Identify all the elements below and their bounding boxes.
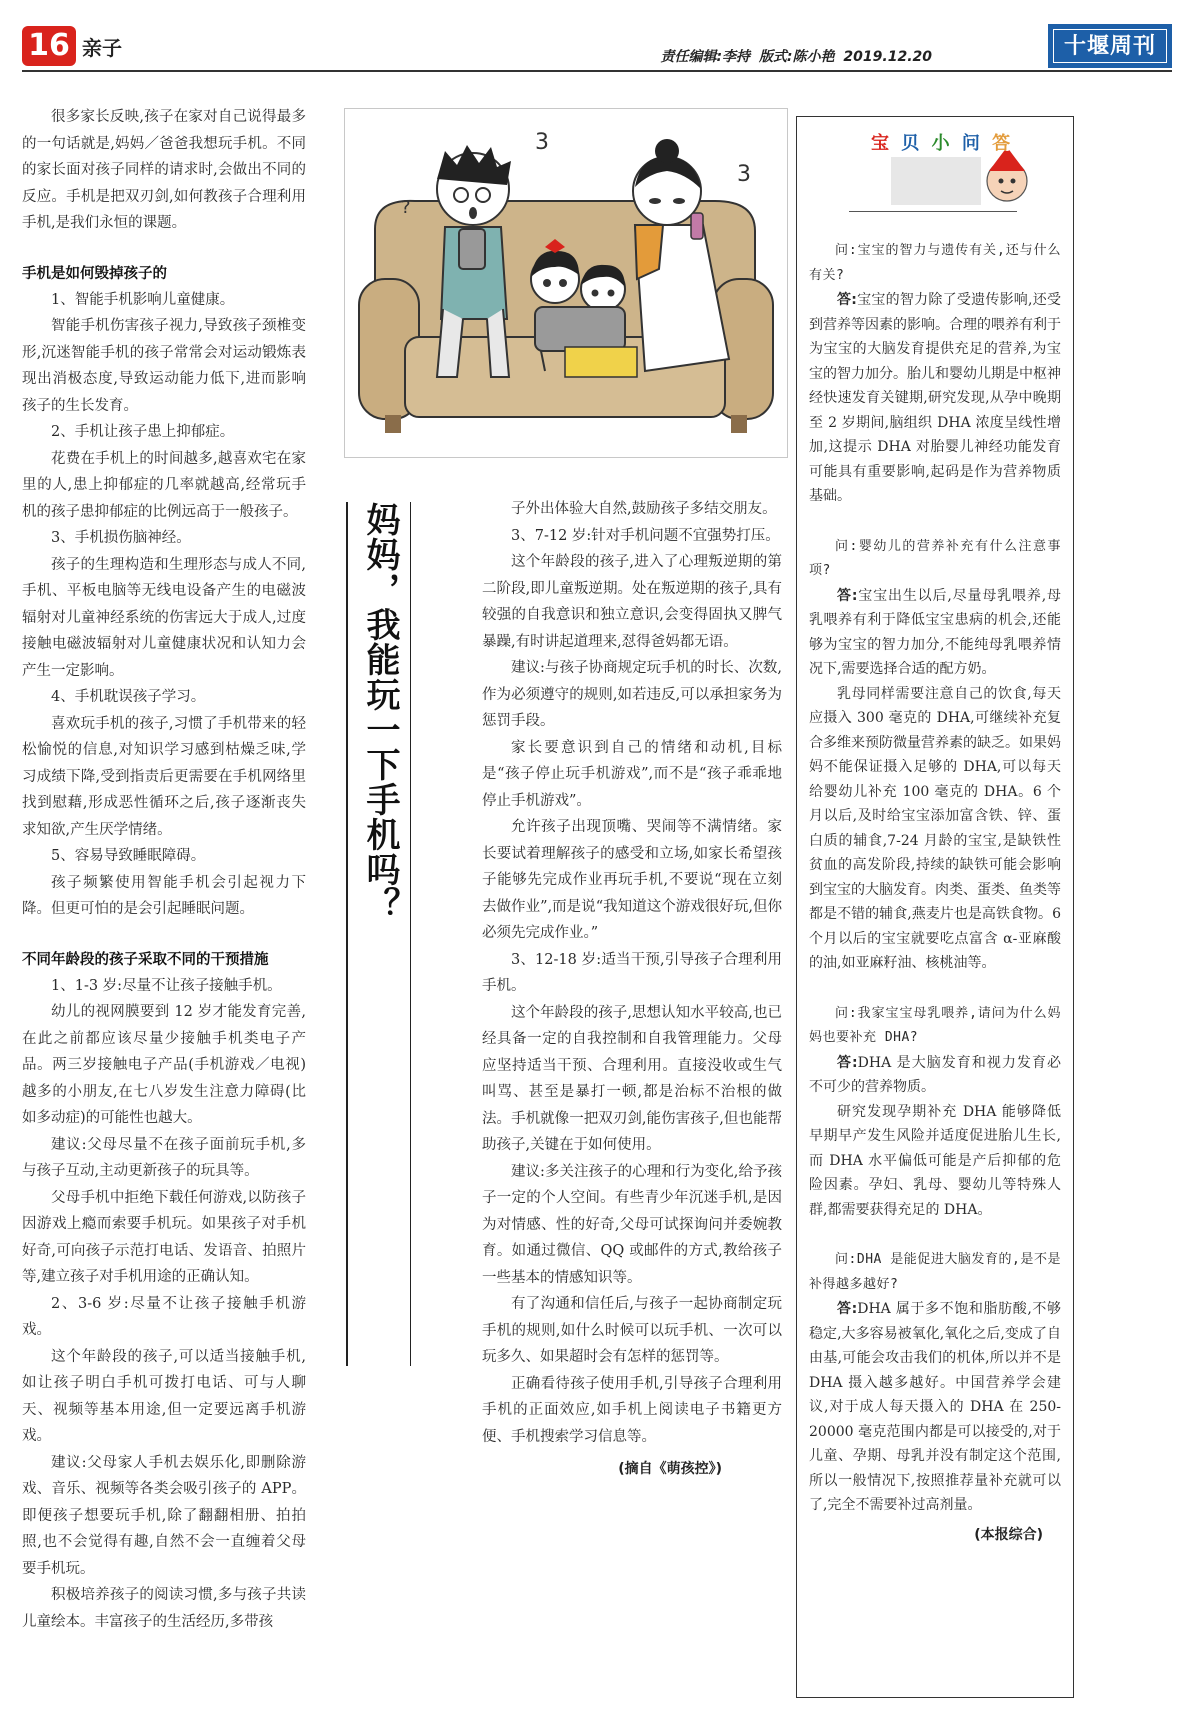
qa-answer-label: 答: [837,1301,858,1317]
paragraph: 这个年龄段的孩子,可以适当接触手机,如让孩子明白手机可拨打电话、可与人聊天、视频等基本用途,但一定要远离手机游戏。 [22,1348,306,1444]
page-number: 16 [22,26,76,66]
paragraph: 5、容易导致睡眠障碍。 [51,848,206,864]
qa-answer-text: 宝宝出生以后,尽量母乳喂养,母乳喂养有利于降低宝宝患病的机会,还能够为宝宝的智力加分,不能纯母乳喂养情况下,需要选择合适的配方奶。 [809,587,1061,677]
qa-question: 问:我家宝宝母乳喂养,请问为什么妈妈也要补充 DHA? [809,1005,1061,1045]
qa-title-char: 宝 [871,133,889,154]
qa-question: 问:DHA 是能促进大脑发育的,是不是补得越多越好? [809,1252,1061,1292]
header-divider [22,70,1172,72]
paragraph: 建议:与孩子协商规定玩手机的时长、次数,作为必须遵守的规则,如若违反,可以承担家务为惩罚手段。 [482,660,782,729]
layout-credit: 版式:陈小艳 [758,49,835,65]
qa-answer [809,1297,1061,1518]
section1-heading: 手机是如何毁掉孩子的 [22,265,167,282]
article-source: (摘自《萌孩控》) [618,1461,722,1477]
paragraph: 1、1-3 岁:尽量不让孩子接触手机。 [51,977,282,994]
section-title: 亲子 [82,36,122,60]
qa-answer-extra: 研究发现孕期补充 DHA 能够降低早期早产发生风险并适度促进胎儿生长,而 DHA 水平偏低可能是产后抑郁的危险因素。孕妇、乳母、婴幼儿等特殊人群,都需要获得充足的 DHA。 [809,1103,1061,1218]
cartoon-family-on-sofa [345,109,787,457]
paragraph: 允许孩子出现顶嘴、哭闹等不满情绪。家长要试着理解孩子的感受和立场,如家长希望孩子能够先完成作业再玩手机,不要说“现在立刻去做作业”,而是说“我知道这个游戏很好玩,但你必须先完成作业。” [482,819,782,941]
paragraph: 喜欢玩手机的孩子,习惯了手机带来的轻松愉悦的信息,对知识学习感到枯燥乏味,学习成绩下降,受到指责后更需要在手机网络里找到慰藉,形成恶性循环之后,孩子逐渐丧失求知欲,产生厌学情绪。 [22,715,306,838]
qa-answer-extra: 乳母同样需要注意自己的饮食,每天应摄入 300 毫克的 DHA,可继续补充复合多维来预防微量营养素的缺乏。如果妈妈不能保证摄入足够的 DHA,可以每天给婴幼儿补充 100 毫克的 DHA。6 个月以后,及时给宝宝添加富含铁、锌、蛋白质的辅食,7-24 月龄的宝宝,是缺铁性贫血的高发阶段,持续的缺铁可能会影响到宝宝的大脑发育。肉类、蛋类、鱼类等都是不错的辅食,燕麦片也是高铁食物。6 个月以后的宝宝就要吃点富含 α-亚麻酸的油,如亚麻籽油、核桃油等。 [809,685,1061,971]
qa-title-char: 答 [992,133,1011,154]
section2-heading: 不同年龄段的孩子采取不同的干预措施 [22,951,269,968]
qa-body [809,239,1061,1544]
paragraph: 3、7-12 岁:针对手机问题不宜强势打压。 [511,527,780,544]
paragraph: 幼儿的视网膜要到 12 岁才能发育完善,在此之前都应该尽量少接触手机类电子产品。两三岁接触电子产品(手机游戏／电视)越多的小朋友,在七八岁发生注意力障碍(比如多动症)的可能性也越大。 [22,1004,306,1126]
paragraph: 2、手机让孩子患上抑郁症。 [51,424,235,440]
qa-title-char: 小 [931,133,950,154]
qa-source: (本报综合) [974,1526,1043,1543]
article-left-column [22,104,306,1635]
paragraph: 正确看待孩子使用手机,引导孩子合理利用手机的正面效应,如手机上阅读电子书籍更方便、手机搜索学习信息等。 [482,1375,782,1445]
svg-text:3: 3 [737,162,751,187]
paragraph: 智能手机伤害孩子视力,导致孩子颈椎变形,沉迷智能手机的孩子常常会对运动锻炼表现出消极态度,导致运动能力低下,进而影响孩子的生长发育。 [22,318,306,414]
svg-text:3: 3 [535,130,549,155]
editor-credit: 责任编辑:李持 [660,49,751,65]
family-phone-illustration [344,108,788,458]
qa-answer [809,288,1061,509]
qa-answer-label: 答: [837,1054,858,1071]
editor-meta [656,46,932,66]
qa-title-char: 贝 [901,133,920,154]
qa-answer-label: 答: [837,292,857,308]
paragraph: 积极培养孩子的阅读习惯,多与孩子共读儿童绘本。丰富孩子的生活经历,多带孩 [22,1587,306,1630]
qa-question: 问:婴幼儿的营养补充有什么注意事项? [809,538,1061,578]
masthead-logo: 十堰周刊 [1048,24,1172,68]
paragraph: 4、手机耽误孩子学习。 [51,689,206,705]
article-headline: 妈妈，我能玩一下手机吗？ [360,502,400,922]
paragraph: 3、手机损伤脑神经。 [51,530,191,546]
qa-logo-divider [849,211,1017,212]
paragraph: 孩子频繁使用智能手机会引起视力下降。但更可怕的是会引起睡眠问题。 [22,874,306,917]
svg-text:?: ? [401,197,411,218]
paragraph: 家长要意识到自己的情绪和动机,目标是“孩子停止玩手机游戏”,而不是“孩子乖乖地停止手机游戏”。 [482,739,782,809]
qa-answer-text: DHA 是大脑发育和视力发育必不可少的营养物质。 [809,1054,1061,1095]
qa-answer-label: 答: [837,587,858,604]
headline-box [346,502,411,1366]
qa-title-char: 问 [961,133,980,154]
qa-answer [809,1051,1061,1100]
page-header [22,22,1172,72]
qa-answer [809,584,1061,682]
paragraph: 3、12-18 岁:适当干预,引导孩子合理利用手机。 [482,951,782,994]
paragraph: 建议:父母家人手机去娱乐化,即删除游戏、音乐、视频等各类会吸引孩子的 APP。即便孩子想要玩手机,除了翻翻相册、拍拍照,也不会觉得有趣,自然不会一直缠着父母要手机玩。 [22,1454,306,1577]
article-mid-column [482,496,782,1478]
article-intro: 很多家长反映,孩子在家对自己说得最多的一句话就是,妈妈／爸爸我想玩手机。不同的家长面对孩子同样的请求时,会做出不同的反应。手机是把双刃剑,如何教孩子合理利用手机,是我们永恒的课题。 [22,109,306,231]
paragraph: 1、智能手机影响儿童健康。 [51,291,235,308]
paragraph: 这个年龄段的孩子,思想认知水平较高,也已经具备一定的自我控制和自我管理能力。父母应坚持适当干预、合理利用。直接没收或生气叫骂、甚至是暴打一顿,都是治标不治根的做法。手机就像一把双刃剑,能伤害孩子,但也能帮助孩子,关键在于如何使用。 [482,1004,782,1153]
issue-date: 2019.12.20 [843,49,932,65]
paragraph: 花费在手机上的时间越多,越喜欢宅在家里的人,患上抑郁症的几率就越高,经常玩手机的孩子患抑郁症的比例远高于一般孩子。 [22,450,306,520]
qa-answer-text: 宝宝的智力除了受遗传影响,还受到营养等因素的影响。合理的喂养有利于为宝宝的大脑发育提供充足的营养,为宝宝的智力加分。胎儿和婴幼儿期是中枢神经快速发育关键期,研究发现,从孕中晚期至 2 岁期间,脑组织 DHA 浓度呈线性增加,这提示 DHA 对胎婴儿神经功能发育可能具有重要影响,起码是作为营养物质基础。 [809,292,1062,504]
paragraph: 子外出体验大自然,鼓励孩子多结交朋友。 [511,501,777,517]
paragraph: 父母手机中拒绝下载任何游戏,以防孩子因游戏上瘾而索要手机玩。如果孩子对手机好奇,可向孩子示范打电话、发语音、拍照片等,建立孩子对手机用途的正确认知。 [22,1189,306,1285]
qa-title [871,129,1016,155]
paragraph: 建议:多关注孩子的心理和行为变化,给予孩子一定的个人空间。有些青少年沉迷手机,是因为对情感、性的好奇,父母可试探询问并委婉教育。如通过微信、QQ 或邮件的方式,教给孩子一些基本的情感知识等。 [482,1163,782,1286]
paragraph: 2、3-6 岁:尽量不让孩子接触手机游戏。 [22,1295,306,1338]
paragraph: 孩子的生理构造和生理形态与成人不同,手机、平板电脑等无线电设备产生的电磁波辐射对儿童神经系统的伤害远大于成人,过度接触电磁波辐射对儿童健康状况和认知力会产生一定影响。 [22,556,306,679]
qa-question: 问:宝宝的智力与遗传有关,还与什么有关? [809,243,1061,283]
qa-sidebar [796,116,1074,1698]
paragraph: 建议:父母尽量不在孩子面前玩手机,多与孩子互动,主动更新孩子的玩具等。 [22,1136,306,1179]
qa-answer-text: DHA 属于多不饱和脂肪酸,不够稳定,大多容易被氧化,氧化之后,变成了自由基,可能会攻击我们的机体,所以并不是 DHA 摄入越多越好。中国营养学会建议,对于成人每天摄入的 DHA 在 250-20000 毫克范围内都是可以接受的,对于儿童、孕期、母乳并没有制定这个范围,所以一般情况下,按照推荐量补充就可以了,完全不需要补过高剂量。 [809,1301,1061,1513]
paragraph: 有了沟通和信任后,与孩子一起协商制定玩手机的规则,如什么时候可以玩手机、一次可以玩多久、如果超时会有怎样的惩罚等。 [482,1296,782,1365]
paragraph: 这个年龄段的孩子,进入了心理叛逆期的第二阶段,即儿童叛逆期。处在叛逆期的孩子,具有较强的自我意识和独立意识,会变得固执又脾气暴躁,有时讲起道理来,怼得爸妈都无语。 [482,554,782,650]
